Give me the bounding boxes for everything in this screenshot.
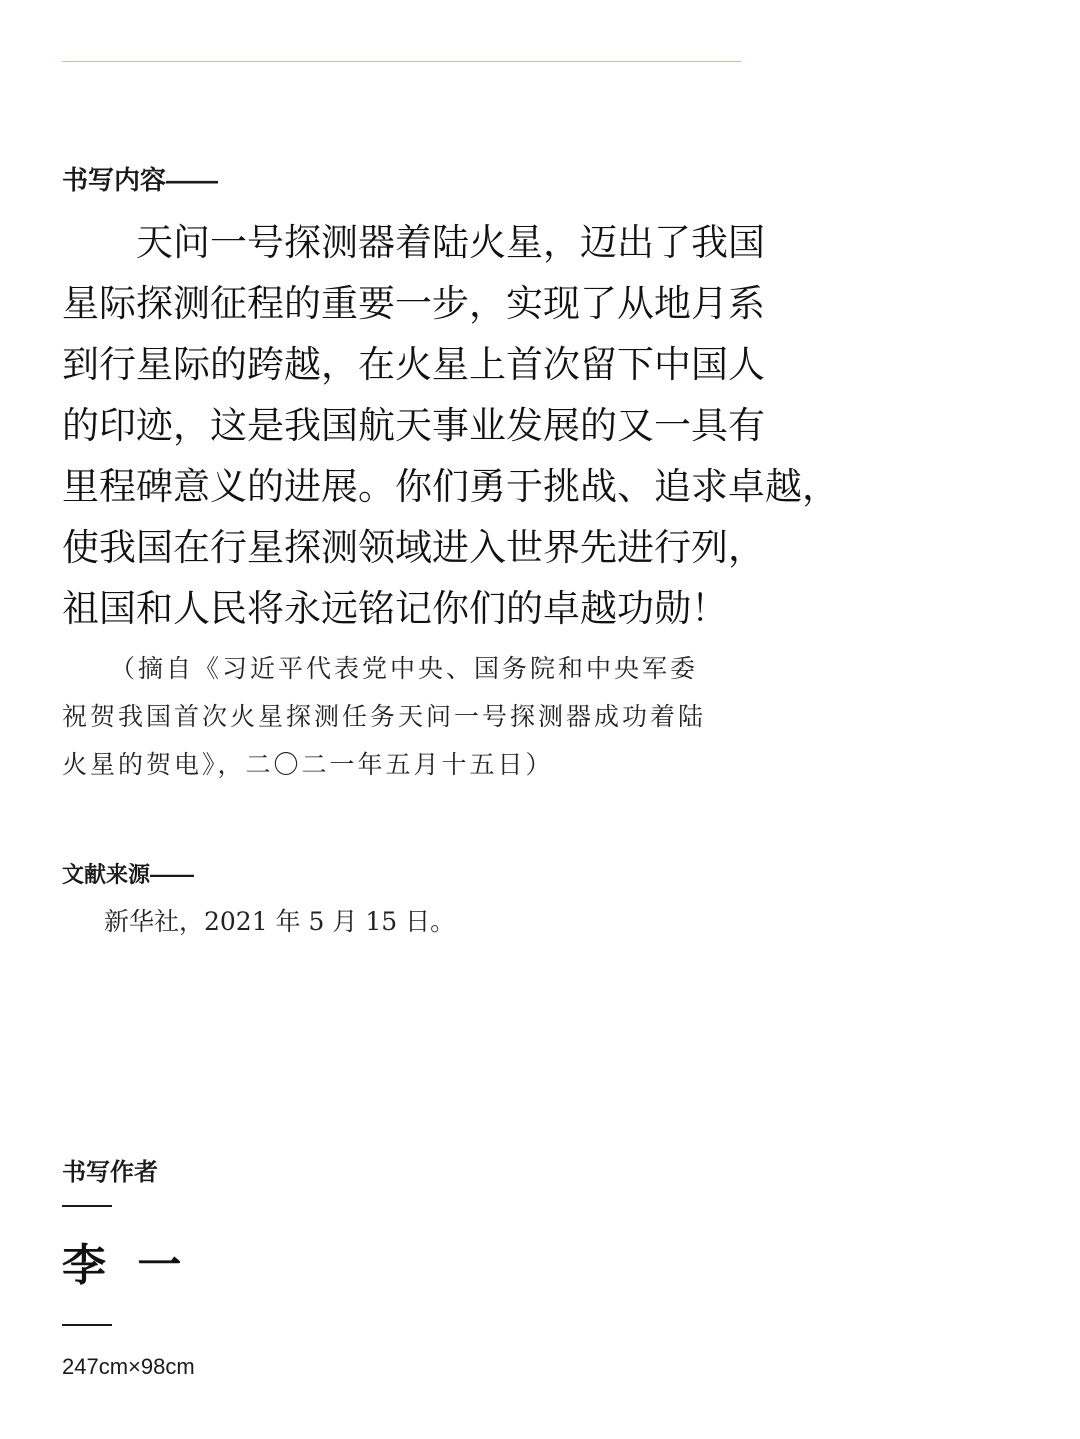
content-line: 星际探测征程的重要一步，实现了从地月系 — [62, 282, 765, 325]
source-section-label: 文献来源—— — [62, 862, 195, 887]
author-divider-top — [62, 1205, 112, 1207]
top-divider — [62, 61, 741, 62]
content-line: 到行星际的跨越，在火星上首次留下中国人 — [62, 343, 765, 386]
content-body — [62, 212, 839, 639]
content-line: 里程碑意义的进展。你们勇于挑战、追求卓越， — [62, 465, 839, 508]
artwork-dimensions: 247cm×98cm — [62, 1354, 195, 1379]
excerpt-line: （摘自《习近平代表党中央、国务院和中央军委 — [110, 654, 699, 683]
source-text: 新华社，2021 年 5 月 15 日。 — [104, 907, 456, 936]
content-line: 天问一号探测器着陆火星，迈出了我国 — [136, 221, 765, 264]
content-line: 的印迹，这是我国航天事业发展的又一具有 — [62, 404, 765, 447]
content-section-label: 书写内容—— — [62, 165, 219, 195]
author-section-label: 书写作者 — [62, 1159, 158, 1186]
content-line: 祖国和人民将永远铭记你们的卓越功勋！ — [62, 587, 728, 630]
excerpt-citation — [62, 645, 762, 789]
author-name: 李 一 — [62, 1240, 190, 1291]
excerpt-line: 火星的贺电》，二〇二一年五月十五日） — [62, 750, 554, 779]
author-divider-bottom — [62, 1324, 112, 1326]
content-line: 使我国在行星探测领域进入世界先进行列， — [62, 526, 765, 569]
excerpt-line: 祝贺我国首次火星探测任务天问一号探测器成功着陆 — [62, 702, 707, 731]
